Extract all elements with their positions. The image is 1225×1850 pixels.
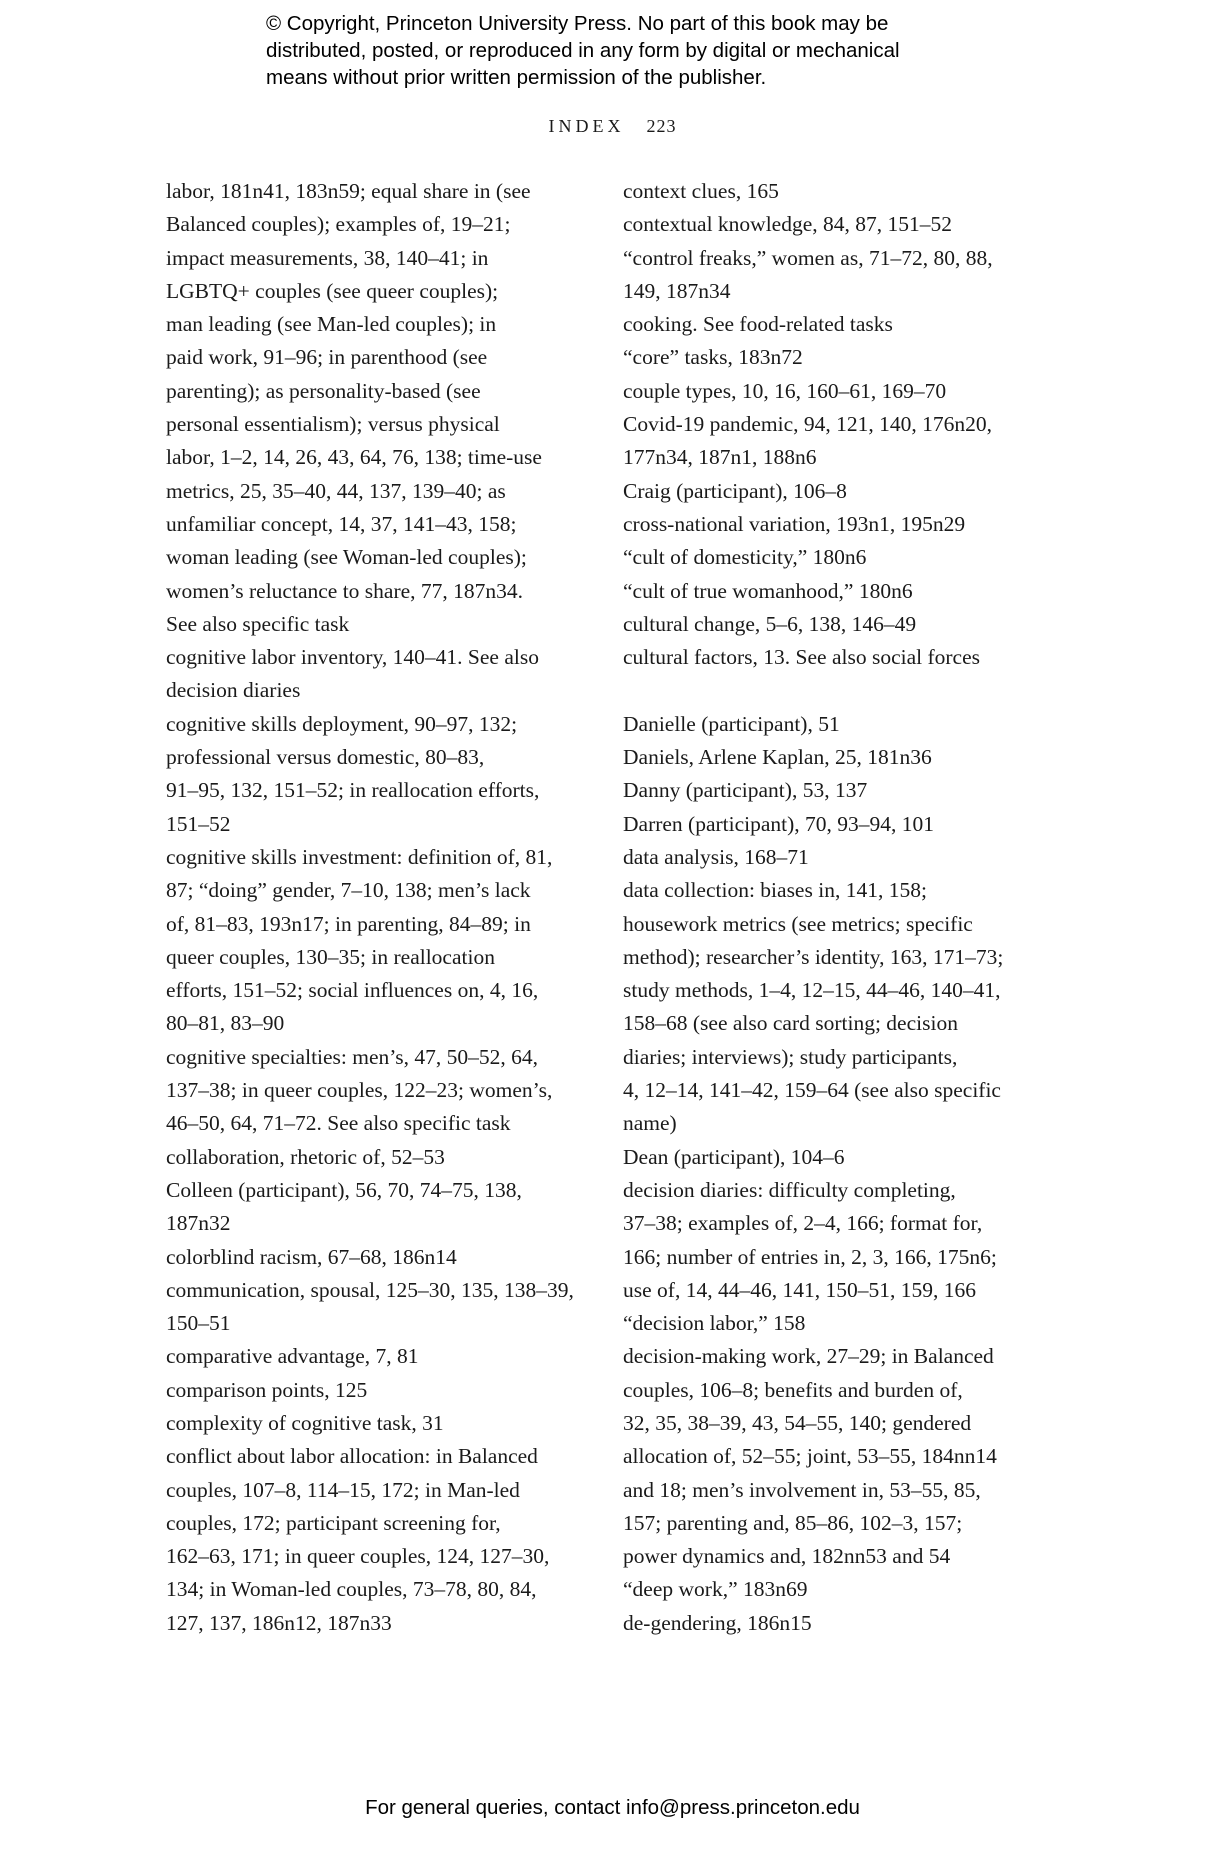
index-entry-line: and 18; men’s involvement in, 53–55, 85, <box>623 1477 981 1502</box>
page-number: 223 <box>646 116 677 136</box>
index-entry-line: personal essentialism); versus physical <box>166 412 500 437</box>
index-entry-line: “cult of domesticity,” 180n6 <box>623 545 867 570</box>
index-entry-line: decision diaries: difficulty completing, <box>623 1177 956 1202</box>
index-entry-line: use of, 14, 44–46, 141, 150–51, 159, 166 <box>623 1277 976 1302</box>
index-entry-line: professional versus domestic, 80–83, <box>166 745 485 770</box>
index-entry-line: Darren (participant), 70, 93–94, 101 <box>623 811 935 836</box>
index-entry-line: couples, 172; participant screening for, <box>166 1510 501 1535</box>
index-entry-line: 149, 187n34 <box>623 278 731 303</box>
index-entry <box>623 575 1043 608</box>
index-entry-line: unfamiliar concept, 14, 37, 141–43, 158; <box>166 511 517 536</box>
index-entry <box>623 1307 1043 1340</box>
index-entry-line: impact measurements, 38, 140–41; in <box>166 245 489 270</box>
index-entry <box>623 874 1043 1140</box>
index-entry-line: queer couples, 130–35; in reallocation <box>166 944 495 969</box>
index-entry <box>623 175 1043 208</box>
index-entry-line: 80–81, 83–90 <box>166 1011 285 1036</box>
index-entry <box>166 1440 576 1640</box>
index-entry-line: couple types, 10, 16, 160–61, 169–70 <box>623 378 947 403</box>
index-entry <box>166 175 576 641</box>
index-entry-line: complexity of cognitive task, 31 <box>166 1410 444 1435</box>
index-entry <box>623 1573 1043 1606</box>
index-entry <box>166 1340 576 1373</box>
copyright-line: distributed, posted, or reproduced in any form by digital or mechanical <box>266 39 900 62</box>
index-entry-line: See also specific task <box>166 611 350 636</box>
index-entry <box>623 841 1043 874</box>
index-entry-line: cognitive specialties: men’s, 47, 50–52, 64, <box>166 1044 539 1069</box>
index-entry-line: 187n32 <box>166 1211 231 1236</box>
index-entry-line: collaboration, rhetoric of, 52–53 <box>166 1144 445 1169</box>
index-entry-line: data analysis, 168–71 <box>623 844 809 869</box>
index-entry-line: 4, 12–14, 141–42, 159–64 (see also specific <box>623 1078 1001 1103</box>
index-entry <box>623 1340 1043 1573</box>
index-entry-line: de-gendering, 186n15 <box>623 1610 812 1635</box>
index-entry <box>623 1141 1043 1174</box>
index-entry-line: comparative advantage, 7, 81 <box>166 1344 419 1369</box>
index-entry-line: comparison points, 125 <box>166 1377 368 1402</box>
index-entry <box>166 708 576 841</box>
index-entry-line: name) <box>623 1111 677 1136</box>
index-entry <box>623 641 1043 674</box>
index-entry <box>623 308 1043 341</box>
index-entry <box>623 741 1043 774</box>
index-entry-line: communication, spousal, 125–30, 135, 138–39, <box>166 1277 574 1302</box>
index-entry <box>623 208 1043 241</box>
index-entry-line: cross-national variation, 193n1, 195n29 <box>623 511 966 536</box>
index-entry-line: data collection: biases in, 141, 158; <box>623 878 927 903</box>
index-entry-line: 127, 137, 186n12, 187n33 <box>166 1610 392 1635</box>
index-column-left <box>166 175 576 1640</box>
index-entry-line: Danielle (participant), 51 <box>623 711 840 736</box>
index-entry-line: paid work, 91–96; in parenthood (see <box>166 345 488 370</box>
index-entry-line: cognitive labor inventory, 140–41. See also <box>166 645 539 670</box>
index-entry-line: cooking. See food-related tasks <box>623 312 893 337</box>
index-entry-line: 91–95, 132, 151–52; in reallocation efforts, <box>166 778 540 803</box>
index-entry-line: Balanced couples); examples of, 19–21; <box>166 212 511 237</box>
index-entry <box>166 1374 576 1407</box>
running-head-section: INDEX <box>548 116 625 136</box>
index-entry-line: decision diaries <box>166 678 301 703</box>
index-entry-line: allocation of, 52–55; joint, 53–55, 184nn14 <box>623 1444 997 1469</box>
copyright-notice <box>266 10 1026 91</box>
index-entry-line: cognitive skills investment: definition of, 81, <box>166 844 553 869</box>
index-entry <box>623 808 1043 841</box>
index-entry-line: “deep work,” 183n69 <box>623 1577 808 1602</box>
footer-contact: For general queries, contact info@press.princeton.edu <box>365 1796 860 1819</box>
index-entry <box>166 1274 576 1341</box>
index-entry-line: 166; number of entries in, 2, 3, 166, 175n6; <box>623 1244 997 1269</box>
index-entry <box>623 774 1043 807</box>
index-entry <box>623 375 1043 408</box>
index-entry-line: labor, 1–2, 14, 26, 43, 64, 76, 138; time-use <box>166 445 542 470</box>
index-entry <box>623 708 1043 741</box>
index-entry-line: couples, 107–8, 114–15, 172; in Man-led <box>166 1477 520 1502</box>
index-entry-line: 162–63, 171; in queer couples, 124, 127–30, <box>166 1544 550 1569</box>
index-entry-line: Craig (participant), 106–8 <box>623 478 847 503</box>
index-entry-line: women’s reluctance to share, 77, 187n34. <box>166 578 524 603</box>
index-entry-line: Dean (participant), 104–6 <box>623 1144 845 1169</box>
index-entry-line: decision-making work, 27–29; in Balanced <box>623 1344 994 1369</box>
index-entry-line: 134; in Woman-led couples, 73–78, 80, 84, <box>166 1577 537 1602</box>
index-entry-line: 157; parenting and, 85–86, 102–3, 157; <box>623 1510 963 1535</box>
index-entry-line: 158–68 (see also card sorting; decision <box>623 1011 958 1036</box>
index-entry-line: efforts, 151–52; social influences on, 4, 16, <box>166 978 539 1003</box>
index-entry-line: study methods, 1–4, 12–15, 44–46, 140–41, <box>623 978 1001 1003</box>
index-entry <box>166 1041 576 1141</box>
index-entry-line: housework metrics (see metrics; specific <box>623 911 973 936</box>
index-entry <box>166 641 576 708</box>
index-entry-line: 150–51 <box>166 1311 231 1336</box>
index-entry-line: context clues, 165 <box>623 179 779 203</box>
index-entry-line: 177n34, 187n1, 188n6 <box>623 445 817 470</box>
index-entry-line: colorblind racism, 67–68, 186n14 <box>166 1244 457 1269</box>
index-entry-line: LGBTQ+ couples (see queer couples); <box>166 278 499 303</box>
index-entry-line: “cult of true womanhood,” 180n6 <box>623 578 913 603</box>
index-entry-line: 46–50, 64, 71–72. See also specific task <box>166 1111 511 1136</box>
index-group-c <box>623 175 1043 674</box>
index-entry-line: cultural change, 5–6, 138, 146–49 <box>623 611 917 636</box>
letter-group-spacer <box>623 674 1043 707</box>
index-entry-line: Danny (participant), 53, 137 <box>623 778 868 803</box>
index-entry-line: diaries; interviews); study participants, <box>623 1044 958 1069</box>
index-entry-line: metrics, 25, 35–40, 44, 137, 139–40; as <box>166 478 506 503</box>
index-entry-line: Daniels, Arlene Kaplan, 25, 181n36 <box>623 745 932 770</box>
index-column-right <box>623 175 1043 1640</box>
index-entry-line: man leading (see Man-led couples); in <box>166 312 497 337</box>
index-entry <box>166 1141 576 1174</box>
index-entry-line: conflict about labor allocation: in Balanced <box>166 1444 538 1469</box>
index-entry-line: 151–52 <box>166 811 231 836</box>
running-head <box>0 116 1225 137</box>
index-entry-line: 32, 35, 38–39, 43, 54–55, 140; gendered <box>623 1410 972 1435</box>
index-entry-line: cognitive skills deployment, 90–97, 132; <box>166 711 518 736</box>
index-entry <box>623 242 1043 309</box>
index-entry <box>166 1174 576 1241</box>
index-entry-line: Covid-19 pandemic, 94, 121, 140, 176n20, <box>623 412 993 437</box>
index-entry-line: “control freaks,” women as, 71–72, 80, 88, <box>623 245 993 270</box>
index-entry <box>623 508 1043 541</box>
index-entry-line: 137–38; in queer couples, 122–23; women’s, <box>166 1078 553 1103</box>
index-entry-line: parenting); as personality-based (see <box>166 378 481 403</box>
index-entry <box>623 1174 1043 1307</box>
copyright-line: © Copyright, Princeton University Press. No part of this book may be <box>266 12 889 35</box>
index-entry <box>166 1241 576 1274</box>
index-entry <box>623 408 1043 475</box>
index-entry-line: 87; “doing” gender, 7–10, 138; men’s lack <box>166 878 531 903</box>
index-entry-line: of, 81–83, 193n17; in parenting, 84–89; in <box>166 911 531 936</box>
index-entry-line: “decision labor,” 158 <box>623 1311 806 1336</box>
index-entry <box>166 841 576 1041</box>
index-entry <box>623 475 1043 508</box>
index-entry <box>623 1607 1043 1640</box>
index-group-d <box>623 708 1043 1640</box>
index-entry <box>623 341 1043 374</box>
index-entry-line: 37–38; examples of, 2–4, 166; format for, <box>623 1211 983 1236</box>
index-entry-line: woman leading (see Woman-led couples); <box>166 545 527 570</box>
index-entry-line: Colleen (participant), 56, 70, 74–75, 138, <box>166 1177 522 1202</box>
copyright-line: means without prior written permission of the publisher. <box>266 66 767 89</box>
index-entry <box>623 608 1043 641</box>
index-entry-line: cultural factors, 13. See also social forces <box>623 645 981 670</box>
index-entry-line: contextual knowledge, 84, 87, 151–52 <box>623 212 953 237</box>
index-entry-line: labor, 181n41, 183n59; equal share in (see <box>166 179 531 203</box>
index-entry-line: “core” tasks, 183n72 <box>623 345 803 370</box>
index-entry <box>623 541 1043 574</box>
index-entry-line: couples, 106–8; benefits and burden of, <box>623 1377 963 1402</box>
index-entry <box>166 1407 576 1440</box>
index-entry-line: power dynamics and, 182nn53 and 54 <box>623 1544 951 1569</box>
index-entry-line: method); researcher’s identity, 163, 171–73; <box>623 944 1004 969</box>
